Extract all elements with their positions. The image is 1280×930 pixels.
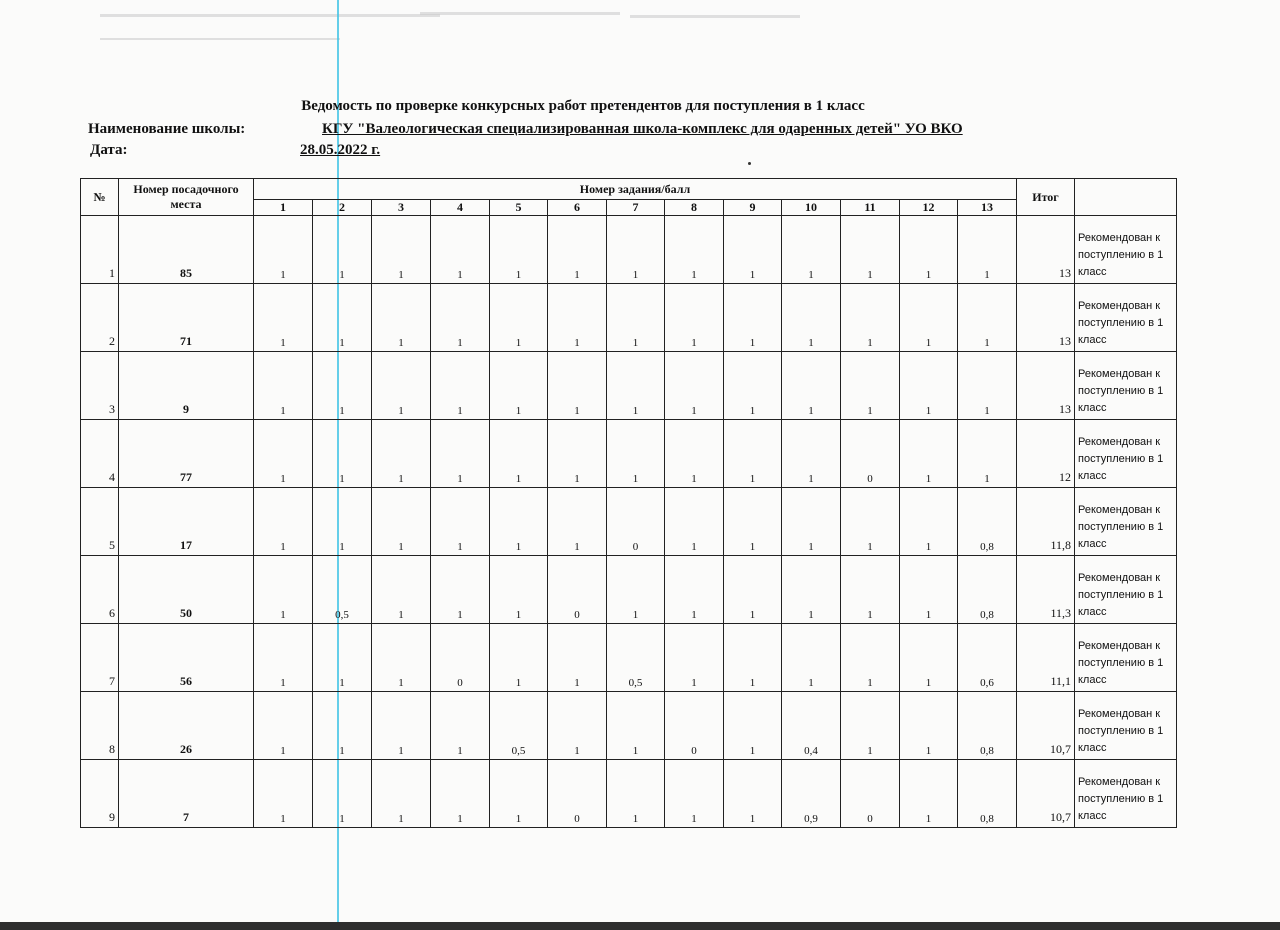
task-score: 1 [490,624,548,692]
table-row [81,216,1177,284]
task-score: 1 [490,488,548,556]
results-table [80,178,1177,828]
task-score: 0 [841,420,900,488]
task-score: 1 [958,352,1017,420]
task-score: 0 [548,760,607,828]
task-score: 1 [607,284,665,352]
row-number: 2 [81,284,119,352]
seat-number: 77 [119,420,254,488]
table-row [81,692,1177,760]
total-score: 11,8 [1017,488,1075,556]
task-score: 1 [724,624,782,692]
total-score: 10,7 [1017,692,1075,760]
task-score: 1 [254,284,313,352]
scan-smudge [100,38,340,40]
task-score: 0 [548,556,607,624]
task-score: 1 [313,420,372,488]
task-score: 0,5 [607,624,665,692]
task-score: 1 [900,624,958,692]
task-score: 0,6 [958,624,1017,692]
task-score: 1 [548,692,607,760]
task-score: 1 [900,692,958,760]
task-score: 1 [724,488,782,556]
task-score: 1 [431,692,490,760]
task-score: 1 [548,420,607,488]
header-task-5: 5 [490,200,548,216]
date-value: 28.05.2022 г. [300,142,381,158]
task-score: 0,5 [490,692,548,760]
task-score: 0,8 [958,488,1017,556]
task-score: 1 [254,488,313,556]
task-score: 1 [372,692,431,760]
header-task-4: 4 [431,200,490,216]
task-score: 1 [665,556,724,624]
task-score: 1 [548,216,607,284]
recommendation-text: Рекомендован к поступлению в 1 класс [1075,692,1177,760]
table-row [81,624,1177,692]
row-number: 1 [81,216,119,284]
task-score: 1 [724,556,782,624]
task-score: 1 [372,284,431,352]
table-row [81,352,1177,420]
recommendation-text: Рекомендован к поступлению в 1 класс [1075,284,1177,352]
task-score: 1 [313,488,372,556]
task-score: 1 [841,284,900,352]
seat-number: 26 [119,692,254,760]
task-score: 1 [372,352,431,420]
header-task-9: 9 [724,200,782,216]
task-score: 1 [431,216,490,284]
task-score: 1 [665,760,724,828]
task-score: 1 [431,488,490,556]
task-score: 1 [841,216,900,284]
row-number: 6 [81,556,119,624]
task-score: 1 [841,692,900,760]
task-score: 1 [782,488,841,556]
task-score: 1 [900,216,958,284]
task-score: 1 [431,352,490,420]
task-score: 1 [665,624,724,692]
table-row [81,556,1177,624]
task-score: 1 [900,352,958,420]
task-score: 1 [607,692,665,760]
task-score: 1 [841,352,900,420]
header-task-group: Номер задания/балл [254,179,1017,200]
recommendation-text: Рекомендован к поступлению в 1 класс [1075,556,1177,624]
table-row [81,760,1177,828]
task-score: 1 [431,420,490,488]
task-score: 1 [900,488,958,556]
task-score: 1 [254,556,313,624]
task-score: 0 [607,488,665,556]
total-score: 12 [1017,420,1075,488]
task-score: 0,8 [958,556,1017,624]
recommendation-text: Рекомендован к поступлению в 1 класс [1075,420,1177,488]
scan-smudge [420,12,620,15]
task-score: 1 [665,216,724,284]
task-score: 0 [431,624,490,692]
seat-number: 71 [119,284,254,352]
task-score: 1 [490,284,548,352]
task-score: 1 [724,692,782,760]
task-score: 1 [782,352,841,420]
recommendation-text: Рекомендован к поступлению в 1 класс [1075,216,1177,284]
header-task-6: 6 [548,200,607,216]
task-score: 1 [782,624,841,692]
task-score: 1 [958,284,1017,352]
seat-number: 56 [119,624,254,692]
task-score: 1 [431,760,490,828]
task-score: 1 [548,352,607,420]
date-label: Дата: [90,142,128,158]
task-score: 1 [490,420,548,488]
task-score: 1 [548,488,607,556]
table-row [81,488,1177,556]
task-score: 1 [782,420,841,488]
task-score: 1 [782,556,841,624]
seat-number: 7 [119,760,254,828]
school-name: КГУ "Валеологическая специализированная школа-комплекс для одаренных детей" УО ВКО [322,121,963,137]
header-task-1: 1 [254,200,313,216]
header-task-12: 12 [900,200,958,216]
seat-number: 85 [119,216,254,284]
task-score: 1 [958,420,1017,488]
header-task-13: 13 [958,200,1017,216]
school-label: Наименование школы: [88,121,246,137]
task-score: 1 [841,624,900,692]
task-score: 1 [313,624,372,692]
header-total: Итог [1017,179,1075,216]
task-score: 1 [372,420,431,488]
scan-bottom-edge [0,922,1280,930]
seat-number: 17 [119,488,254,556]
recommendation-text: Рекомендован к поступлению в 1 класс [1075,760,1177,828]
task-score: 1 [254,216,313,284]
task-score: 1 [900,556,958,624]
header-task-10: 10 [782,200,841,216]
task-score: 1 [900,760,958,828]
task-score: 1 [372,624,431,692]
task-score: 1 [431,556,490,624]
task-score: 1 [724,420,782,488]
task-score: 1 [958,216,1017,284]
task-score: 1 [313,352,372,420]
row-number: 4 [81,420,119,488]
header-recommendation-empty [1075,179,1177,216]
task-score: 1 [665,284,724,352]
seat-number: 50 [119,556,254,624]
task-score: 1 [254,760,313,828]
row-number: 3 [81,352,119,420]
seat-number: 9 [119,352,254,420]
task-score: 1 [724,284,782,352]
task-score: 0 [841,760,900,828]
header-task-7: 7 [607,200,665,216]
task-score: 1 [313,216,372,284]
scan-smudge [630,15,800,18]
task-score: 1 [782,284,841,352]
task-score: 1 [548,284,607,352]
task-score: 1 [900,284,958,352]
task-score: 1 [665,352,724,420]
task-score: 1 [841,488,900,556]
task-score: 1 [665,488,724,556]
total-score: 10,7 [1017,760,1075,828]
header-number: № [81,179,119,216]
task-score: 1 [724,760,782,828]
task-score: 0,4 [782,692,841,760]
header-task-3: 3 [372,200,431,216]
task-score: 1 [490,556,548,624]
recommendation-text: Рекомендован к поступлению в 1 класс [1075,352,1177,420]
task-score: 1 [490,216,548,284]
table-row [81,420,1177,488]
header-task-11: 11 [841,200,900,216]
document-title: Ведомость по проверке конкурсных работ претендентов для поступления в 1 класс [301,98,865,114]
task-score: 1 [548,624,607,692]
header-task-2: 2 [313,200,372,216]
total-score: 11,1 [1017,624,1075,692]
row-number: 5 [81,488,119,556]
stray-dot [748,162,751,165]
task-score: 1 [254,624,313,692]
task-score: 1 [607,216,665,284]
task-score: 1 [607,420,665,488]
task-score: 1 [665,420,724,488]
total-score: 11,3 [1017,556,1075,624]
task-score: 0 [665,692,724,760]
scan-smudge [100,14,440,17]
task-score: 1 [254,352,313,420]
task-score: 1 [313,284,372,352]
task-score: 1 [372,760,431,828]
header-seat: Номер посадочного места [119,179,254,216]
header-task-8: 8 [665,200,724,216]
task-score: 1 [372,216,431,284]
task-score: 0,9 [782,760,841,828]
task-score: 1 [490,352,548,420]
total-score: 13 [1017,216,1075,284]
task-score: 1 [607,556,665,624]
header-row-1 [81,179,1177,200]
recommendation-text: Рекомендован к поступлению в 1 класс [1075,624,1177,692]
task-score: 0,8 [958,760,1017,828]
total-score: 13 [1017,284,1075,352]
row-number: 8 [81,692,119,760]
task-score: 1 [607,352,665,420]
task-score: 1 [724,352,782,420]
task-score: 1 [490,760,548,828]
task-score: 1 [607,760,665,828]
task-score: 0,5 [313,556,372,624]
total-score: 13 [1017,352,1075,420]
task-score: 1 [724,216,782,284]
task-score: 1 [431,284,490,352]
task-score: 1 [372,556,431,624]
row-number: 7 [81,624,119,692]
recommendation-text: Рекомендован к поступлению в 1 класс [1075,488,1177,556]
task-score: 1 [313,760,372,828]
task-score: 1 [254,420,313,488]
task-score: 1 [782,216,841,284]
table-row [81,284,1177,352]
row-number: 9 [81,760,119,828]
task-score: 1 [900,420,958,488]
task-score: 0,8 [958,692,1017,760]
task-score: 1 [254,692,313,760]
task-score: 1 [372,488,431,556]
task-score: 1 [313,692,372,760]
task-score: 1 [841,556,900,624]
table-body [81,216,1177,828]
